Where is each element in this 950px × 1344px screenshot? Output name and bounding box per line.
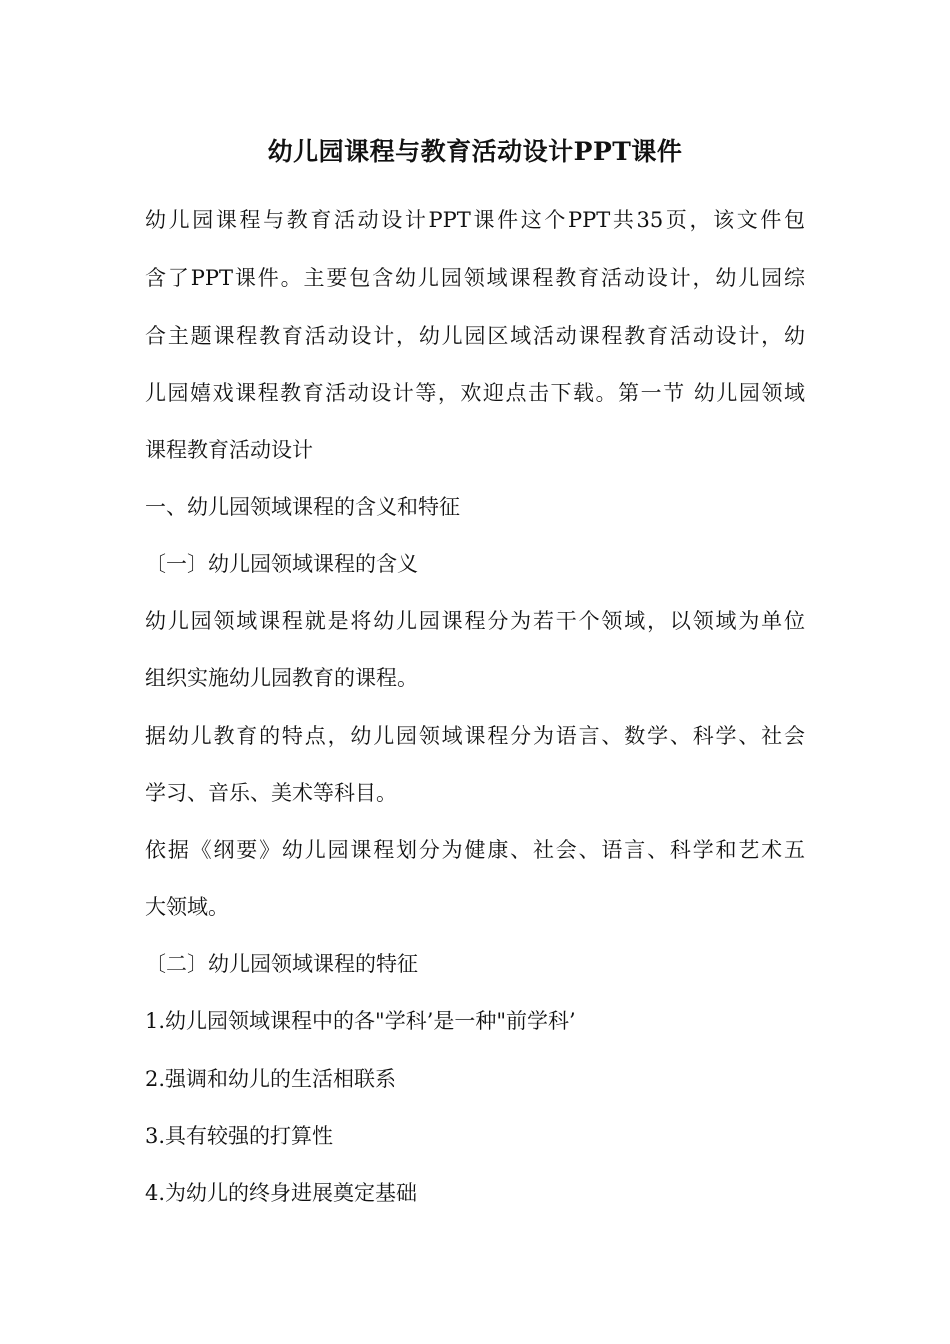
list-item: 4.为幼儿的终身进展奠定基础 (145, 1181, 418, 1205)
paragraph-line: 依据《纲要》幼儿园课程划分为健康、社会、语言、科学和艺术五 (145, 838, 805, 862)
paragraph-line: 合主题课程教育活动设计，幼儿园区域活动课程教育活动设计，幼 (145, 324, 805, 348)
paragraph-line: 学习、音乐、美术等科目。 (145, 781, 397, 805)
paragraph-line: 幼儿园领域课程就是将幼儿园课程分为若干个领域，以领域为单位 (145, 609, 805, 633)
document-title: 幼儿园课程与教育活动设计PPT课件 (267, 137, 683, 166)
paragraph-line: 含了PPT课件。主要包含幼儿园领域课程教育活动设计，幼儿园综 (145, 266, 805, 290)
list-item: 3.具有较强的打算性 (145, 1124, 334, 1148)
subsection-heading: 〔二〕幼儿园领域课程的特征 (145, 952, 418, 976)
paragraph-line: 据幼儿教育的特点，幼儿园领域课程分为语言、数学、科学、社会 (145, 724, 805, 748)
paragraph-line: 课程教育活动设计 (145, 438, 313, 462)
paragraph-line: 大领域。 (145, 895, 229, 919)
subsection-heading: 〔一〕幼儿园领域课程的含义 (145, 552, 418, 576)
paragraph-line: 儿园嬉戏课程教育活动设计等，欢迎点击下载。第一节 幼儿园领域 (145, 381, 805, 405)
section-heading: 一、幼儿园领域课程的含义和特征 (145, 495, 460, 519)
list-item: 1.幼儿园领域课程中的各"学科’是一种"前学科’ (145, 1009, 576, 1033)
paragraph-line: 组织实施幼儿园教育的课程。 (145, 666, 418, 690)
list-item: 2.强调和幼儿的生活相联系 (145, 1067, 397, 1091)
paragraph-line: 幼儿园课程与教育活动设计PPT课件这个PPT共35页，该文件包 (145, 208, 805, 232)
